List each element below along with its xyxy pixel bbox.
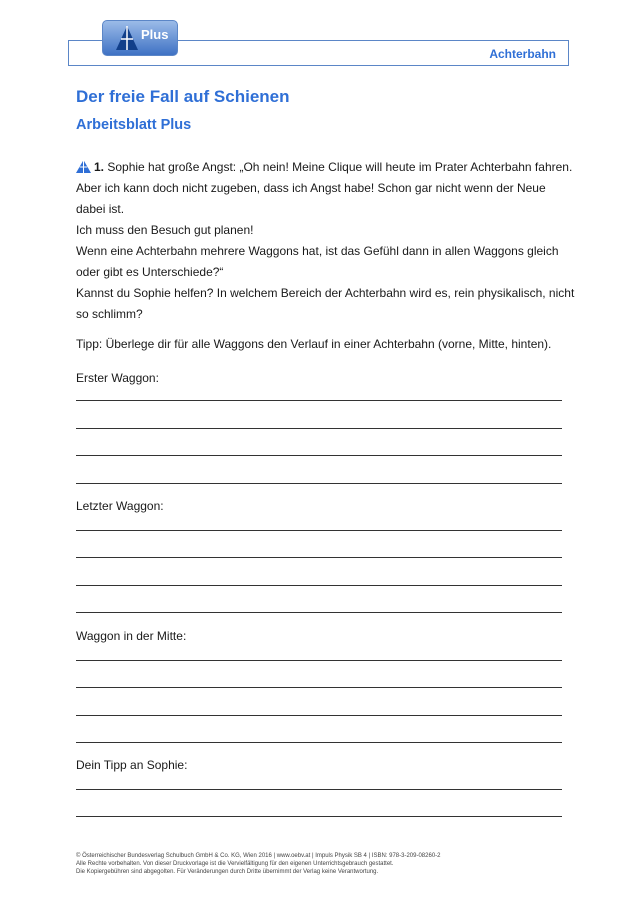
- footer-line: Alle Rechte vorbehalten. Von dieser Druckvorlage ist die Vervielfältigung für den eigenen Unterrichtsgebrauch gestattet.: [76, 861, 394, 867]
- answer-line[interactable]: [76, 455, 562, 456]
- answer-line[interactable]: [76, 585, 562, 586]
- answer-line[interactable]: [76, 530, 562, 531]
- answer-line[interactable]: [76, 612, 562, 613]
- topic-label: Achterbahn: [489, 47, 556, 61]
- answer-line[interactable]: [76, 742, 562, 743]
- page-subtitle: Arbeitsblatt Plus: [76, 117, 192, 133]
- answer-line[interactable]: [76, 816, 562, 817]
- triangle-logo-icon: [115, 25, 139, 51]
- answer-line[interactable]: [76, 660, 562, 661]
- section-label-last: Letzter Waggon:: [76, 499, 164, 513]
- task-number: 1.: [94, 160, 105, 174]
- section-label-middle: Waggon in der Mitte:: [76, 629, 187, 643]
- task-paragraph: Kannst du Sophie helfen? In welchem Bereich der Achterbahn wird es, rein physikalisch, nicht so schlimm?: [76, 286, 575, 321]
- triangle-icon: [76, 160, 91, 173]
- section-label-first: Erster Waggon:: [76, 371, 159, 385]
- footer-line: © Österreichischer Bundesverlag Schulbuch GmbH & Co. KG, Wien 2016 | www.oebv.at | Impuls Physik SB 4 | ISBN: 978-3-209-08260-2: [76, 853, 441, 859]
- tip-text: Tipp: Überlege dir für alle Waggons den Verlauf in einer Achterbahn (vorne, Mitte, hinten).: [76, 337, 552, 351]
- answer-line[interactable]: [76, 687, 562, 688]
- answer-line[interactable]: [76, 428, 562, 429]
- answer-line[interactable]: [76, 715, 562, 716]
- answer-line[interactable]: [76, 483, 562, 484]
- task-1: [76, 157, 576, 325]
- copyright-footer: [76, 852, 596, 876]
- section-label-tip: Dein Tipp an Sophie:: [76, 758, 188, 772]
- task-paragraph: [76, 157, 576, 220]
- footer-line: Die Kopiergebühren sind abgegolten. Für Veränderungen durch Dritte übernimmt der Verlag keine Verantwortung.: [76, 869, 379, 875]
- answer-line[interactable]: [76, 557, 562, 558]
- plus-logo: [102, 20, 178, 56]
- answer-line[interactable]: [76, 789, 562, 790]
- answer-line[interactable]: [76, 400, 562, 401]
- task-text: Sophie hat große Angst: „Oh nein! Meine Clique will heute im Prater Achterbahn fahren. Aber ich kann doch nicht zugeben, dass ich Angst habe! Schon gar nicht wenn der Neue dabei ist.: [76, 160, 573, 216]
- task-paragraph: Ich muss den Besuch gut planen!: [76, 223, 254, 237]
- logo-text: Plus: [141, 27, 169, 42]
- page-title: Der freie Fall auf Schienen: [76, 87, 290, 106]
- task-paragraph: Wenn eine Achterbahn mehrere Waggons hat, ist das Gefühl dann in allen Waggons gleich oder gibt es Unterschiede?“: [76, 244, 559, 279]
